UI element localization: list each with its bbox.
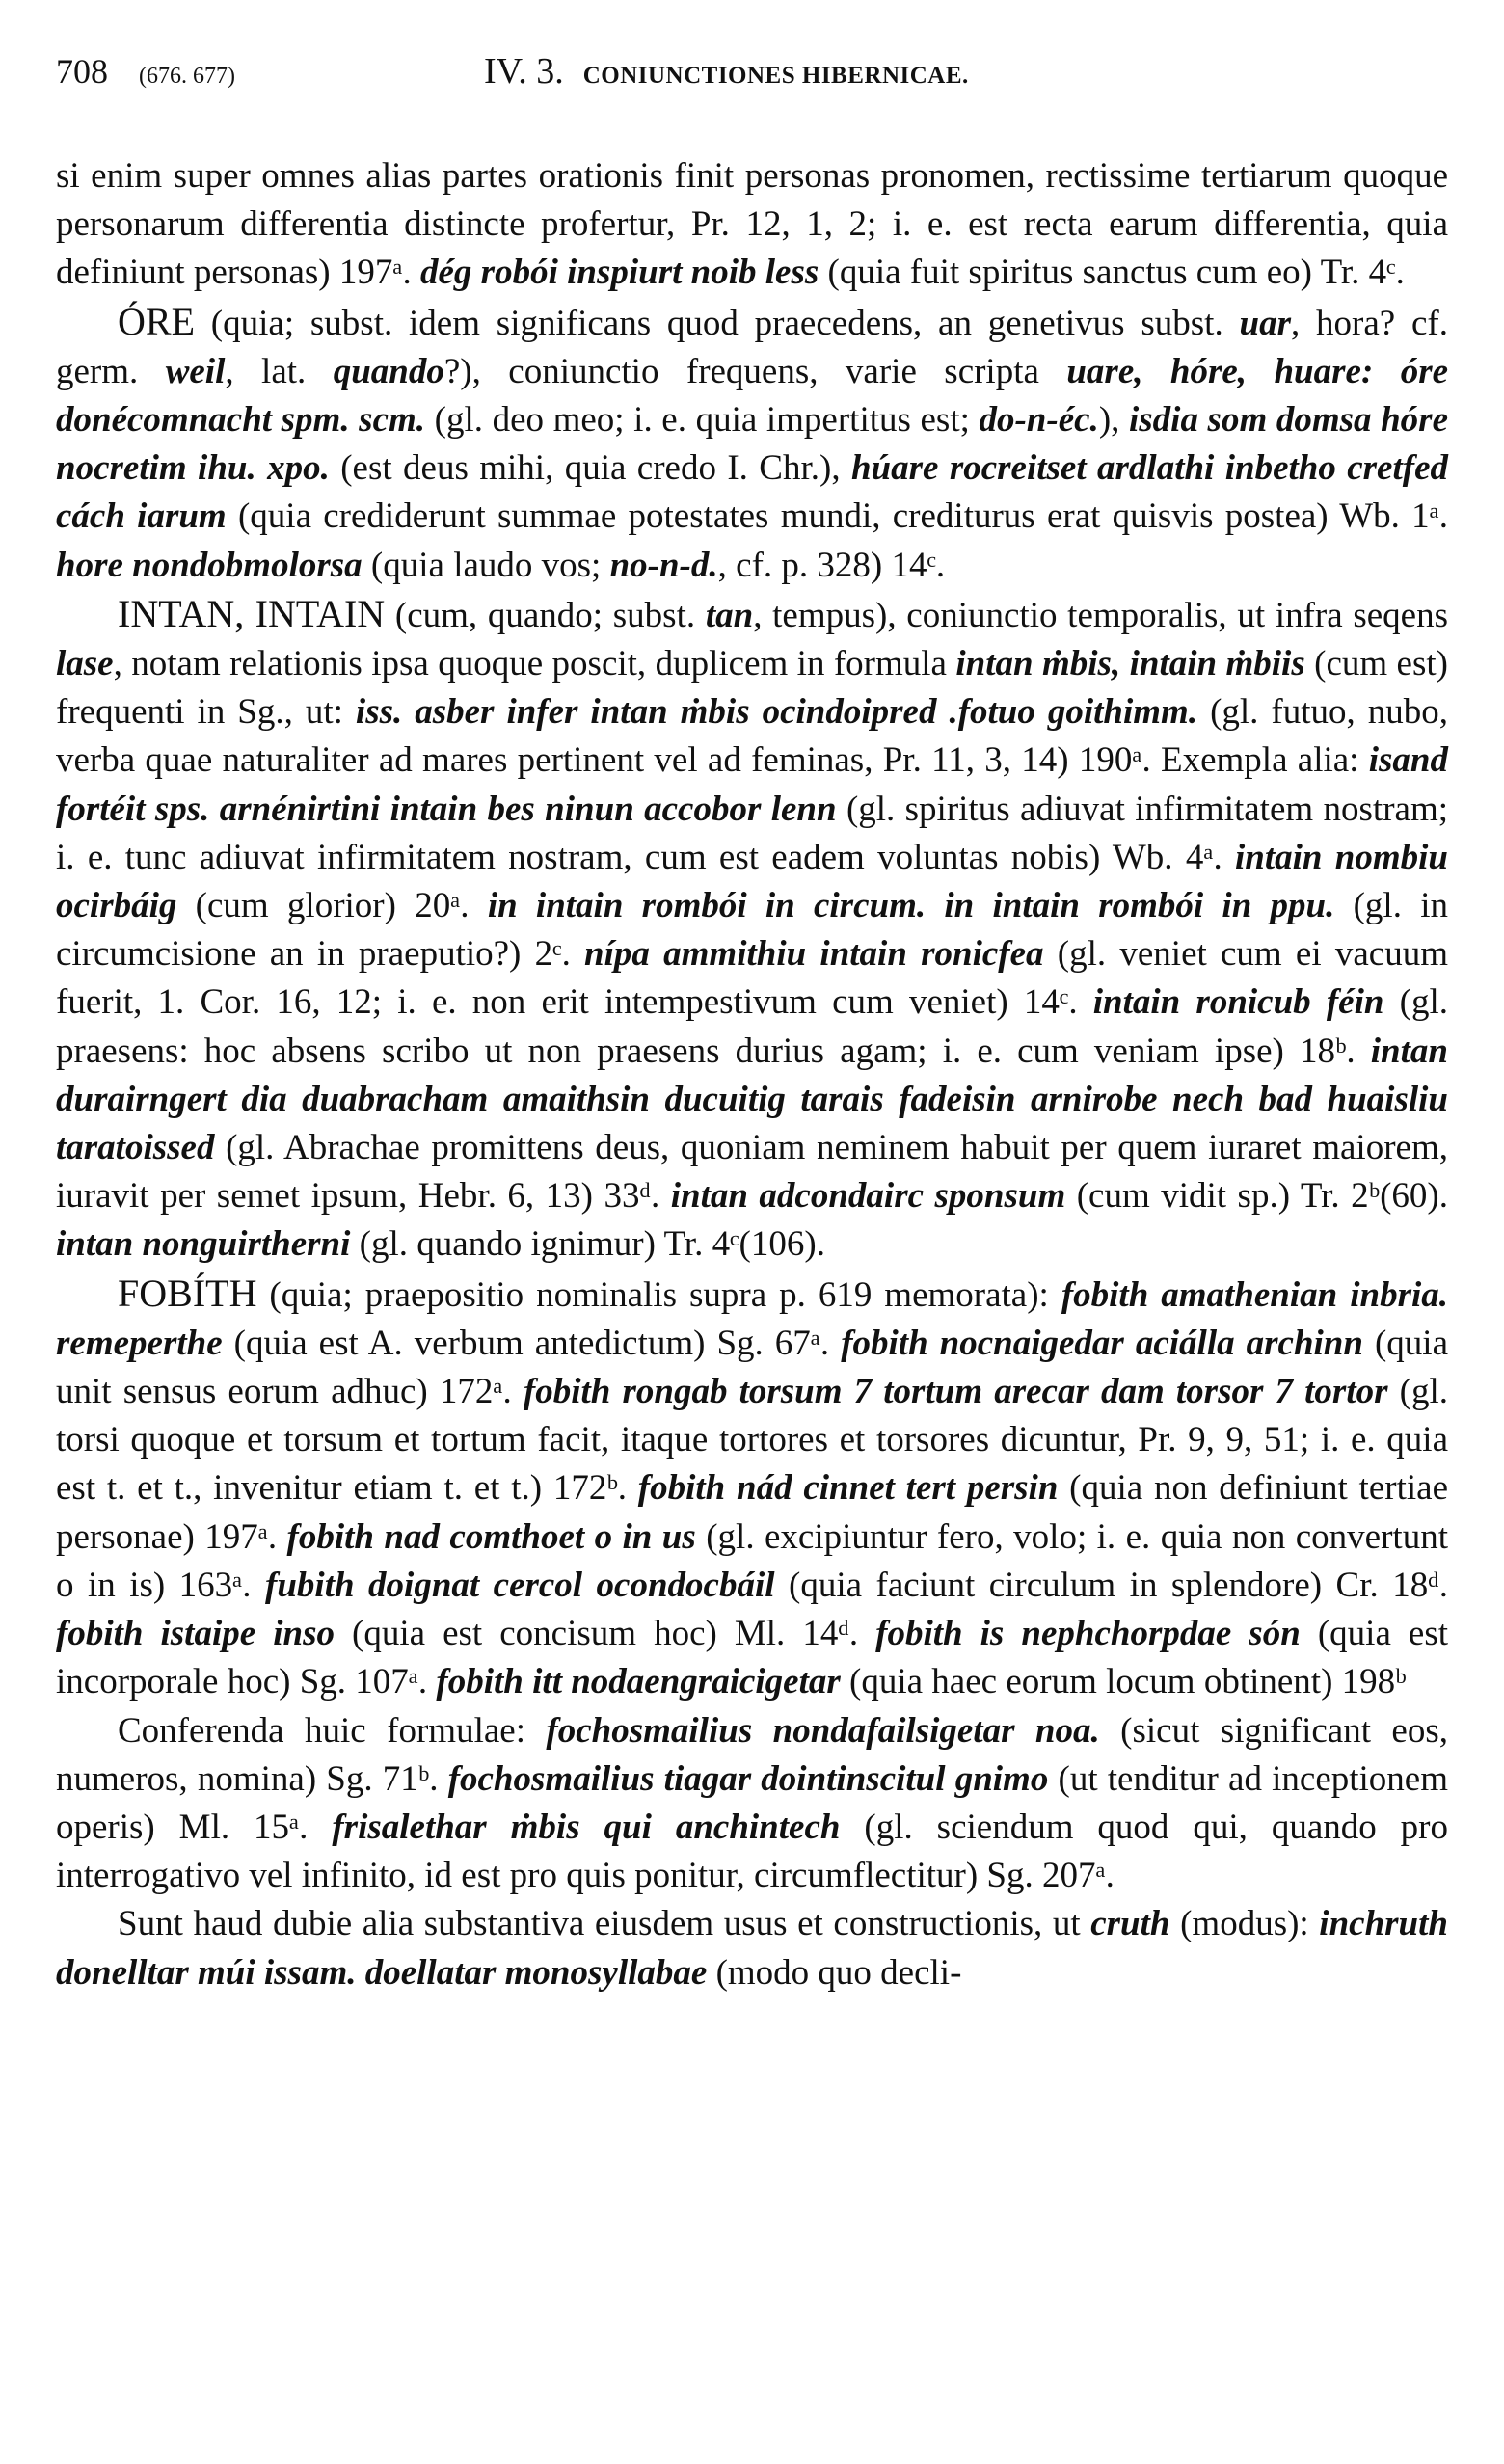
irish-citation: weil — [165, 351, 226, 391]
irish-citation: dég robói inspiurt noib less — [420, 253, 819, 293]
latin-text: (gl. Abrachae promittens deus, quoniam neminem habuit per quem iuraret maiorem, iuravit per semet ipsum, Hebr. 6, 13) 33ᵈ. — [56, 1128, 1448, 1217]
latin-text: , hora? cf. germ. — [56, 303, 1448, 391]
latin-text: (cum vidit sp.) Tr. 2ᵇ(60). — [1065, 1176, 1448, 1217]
irish-citation: uare, hóre, huare: óre donécomnacht spm. scm. — [56, 351, 1449, 441]
latin-text: , cf. p. 328) 14ᶜ. — [717, 545, 946, 585]
latin-text: , notam relationis ipsa quoque poscit, duplicem in formula — [113, 644, 956, 684]
latin-text: Sunt haud dubie alia substantiva eiusdem usus et constructionis, ut — [118, 1904, 1091, 1944]
latin-text: (gl. sciendum quod qui, quando pro interrogativo vel infinito, id est pro quis ponitur, circumflectitur) Sg. 207ᵃ. — [56, 1807, 1448, 1896]
irish-citation: fochosmailius tiagar dointinscitul gnimo — [447, 1758, 1049, 1799]
latin-text: (quia crediderunt summae potestates mundi, crediturus erat quisvis postea) Wb. 1ᵃ. — [226, 496, 1448, 537]
running-title: CONIUNCTIONES HIBERNICAE. — [582, 63, 969, 89]
paragraph-fobith — [56, 1270, 1448, 1707]
latin-text: (cum est) frequenti in Sg., ut: — [56, 644, 1448, 733]
paragraph-intan — [56, 590, 1448, 1270]
latin-text: (modo quo decli- — [707, 1952, 962, 1993]
irish-citation: iss. asber infer intan ṁbis ocindoipred .fotuo goithimm. — [355, 692, 1198, 733]
irish-citation: fobith amathenian inbria. remeperthe — [56, 1274, 1448, 1363]
irish-citation: frisalethar ṁbis qui anchintech — [332, 1807, 841, 1847]
latin-text: (cum glorior) 20ᵃ. — [176, 886, 488, 926]
irish-citation: hore nondobmolorsa — [56, 545, 363, 585]
irish-citation: fobith is nephchorpdae són — [875, 1614, 1301, 1654]
latin-text: (quia non definiunt tertiae personae) 197ᵃ. — [56, 1468, 1448, 1557]
irish-citation: no-n-d. — [609, 545, 718, 585]
latin-text: (quia; subst. idem significans quod praecedens, an genetivus subst. — [195, 303, 1240, 343]
irish-citation: húare rocreitset ardlathi inbetho cretfed cách iarum — [56, 448, 1448, 537]
latin-text: (gl. spiritus adiuvat infirmitatem nostram; i. e. tunc adiuvat infirmitatem nostram, cum est eadem voluntas nobis) Wb. 4ᵃ. — [56, 789, 1448, 877]
body-text — [56, 152, 1448, 1997]
latin-text: (gl. excipiuntur fero, volo; i. e. quia non convertunt o in is) 163ᵃ. — [56, 1516, 1448, 1605]
latin-text: si enim super omnes alias partes orationis finit personas pronomen, rectissime tertiarum quoque personarum differentia distincte profertur, Pr. 12, 1, 2; i. e. est recta earum differentia, quia definiunt personas) 197ᵃ. — [56, 156, 1448, 293]
irish-citation: intain nombiu ocirbáig — [56, 837, 1448, 926]
irish-citation: fubith doignat cercol ocondocbáil — [265, 1565, 775, 1605]
paragraph-intro — [56, 152, 1448, 298]
latin-text: (gl. veniet cum ei vacuum fuerit, 1. Cor. 16, 12; i. e. non erit intempestivum cum veniet) 14ᶜ. — [56, 934, 1448, 1023]
irish-citation: in intain rombói in circum. in intain rombói in ppu. — [487, 886, 1335, 926]
latin-text: ), — [1098, 400, 1129, 441]
irish-citation: intan nonguirtherni — [56, 1224, 351, 1265]
latin-text: (quia haec eorum locum obtinent) 198ᵇ — [840, 1662, 1407, 1702]
irish-citation: fobith istaipe inso — [56, 1614, 335, 1654]
lemma-heading: FOBÍTH — [118, 1271, 257, 1315]
original-page-reference: (676. 677) — [139, 64, 235, 89]
lemma-heading: ÓRE — [118, 299, 195, 343]
irish-citation: quando — [333, 351, 444, 391]
irish-citation: nípa ammithiu intain ronicfea — [584, 934, 1044, 975]
latin-text: (quia laudo vos; — [362, 545, 610, 585]
irish-citation: fobith nocnaigedar aciálla archinn — [841, 1323, 1363, 1363]
lemma-heading: INTAN, INTAIN — [118, 591, 386, 635]
irish-citation: fobith nad comthoet o in us — [286, 1516, 696, 1557]
irish-citation: intan adcondairc sponsum — [670, 1176, 1066, 1217]
latin-text: ?), coniunctio frequens, varie scripta — [443, 351, 1067, 391]
latin-text: (est deus mihi, quia credo I. Chr.), — [329, 448, 851, 489]
irish-citation: lase — [56, 644, 114, 684]
irish-citation: intan durairngert dia duabracham amaithsin ducuitig tarais fadeisin arnirobe nech bad huaisliu taratoissed — [56, 1031, 1448, 1168]
latin-text: (sicut significant eos, numeros, nomina) Sg. 71ᵇ. — [56, 1710, 1448, 1799]
latin-text: (quia est concisum hoc) Ml. 14ᵈ. — [334, 1614, 876, 1654]
latin-text: (quia; praepositio nominalis supra p. 619 memorata): — [256, 1274, 1061, 1315]
latin-text: (gl. futuo, nubo, verba quae naturaliter ad mares pertinent vel ad feminas, Pr. 11, 3, 14) 190ᵃ. Exempla alia: — [56, 692, 1449, 781]
irish-citation: intain ronicub féin — [1092, 982, 1384, 1023]
latin-text: , lat. — [225, 351, 334, 391]
latin-text: (gl. deo meo; i. e. quia impertitus est; — [425, 400, 980, 441]
latin-text: (quia fuit spiritus sanctus cum eo) Tr. 4ᶜ. — [819, 253, 1405, 293]
irish-citation: do-n-éc. — [979, 400, 1099, 441]
latin-text: (quia est A. verbum antedictum) Sg. 67ᵃ. — [222, 1323, 842, 1363]
irish-citation: fobith nád cinnet tert persin — [637, 1468, 1059, 1509]
latin-text: (quia faciunt circulum in splendore) Cr. 18ᵈ. — [774, 1565, 1448, 1605]
latin-text: , tempus), coniunctio temporalis, ut infra seqens — [753, 595, 1448, 635]
irish-citation: tan — [705, 595, 754, 635]
latin-text: Conferenda huic formulae: — [118, 1710, 547, 1751]
latin-text: (gl. in circumcisione an in praeputio?) 2ᶜ. — [56, 886, 1448, 975]
page-header — [56, 50, 1448, 114]
page-number: 708 — [56, 52, 108, 91]
irish-citation: fobith rongab torsum 7 tortum arecar dam torsor 7 tortor — [523, 1372, 1388, 1412]
latin-text: (gl. torsi quoque et torsum et tortum facit, itaque tortores et torsores dicuntur, Pr. 9, 9, 51; i. e. quia est t. et t., invenitur etiam t. et t.) 172ᵇ. — [56, 1372, 1448, 1509]
irish-citation: isdia som domsa hóre nocretim ihu. xpo. — [56, 400, 1448, 489]
paragraph-conferenda — [56, 1707, 1448, 1901]
section-number: IV. 3. — [484, 51, 564, 92]
paragraph-sunt — [56, 1900, 1448, 1996]
latin-text: (gl. praesens: hoc absens scribo ut non praesens durius agam; i. e. cum veniam ipse) 18ᵇ. — [56, 982, 1448, 1071]
paragraph-ore — [56, 298, 1448, 590]
irish-citation: intan ṁbis, intain ṁbiis — [955, 644, 1305, 684]
irish-citation: fobith itt nodaengraicigetar — [436, 1662, 841, 1702]
irish-citation: uar — [1239, 303, 1291, 343]
irish-citation: inchruth donelltar múi issam. doellatar monosyllabae — [56, 1904, 1448, 1993]
latin-text: (quia est incorporale hoc) Sg. 107ᵃ. — [56, 1614, 1449, 1702]
irish-citation: fochosmailius nondafailsigetar noa. — [546, 1710, 1100, 1751]
irish-citation: isand fortéit sps. arnénirtini intain bes ninun accobor lenn — [56, 740, 1448, 829]
latin-text: (ut tenditur ad inceptionem operis) Ml. 15ᵃ. — [56, 1758, 1449, 1847]
irish-citation: cruth — [1090, 1904, 1170, 1944]
latin-text: (quia unit sensus eorum adhuc) 172ᵃ. — [56, 1323, 1448, 1412]
latin-text: (gl. quando ignimur) Tr. 4ᶜ(106). — [350, 1224, 825, 1265]
latin-text: (modus): — [1169, 1904, 1320, 1944]
latin-text: (cum, quando; subst. — [385, 595, 706, 635]
